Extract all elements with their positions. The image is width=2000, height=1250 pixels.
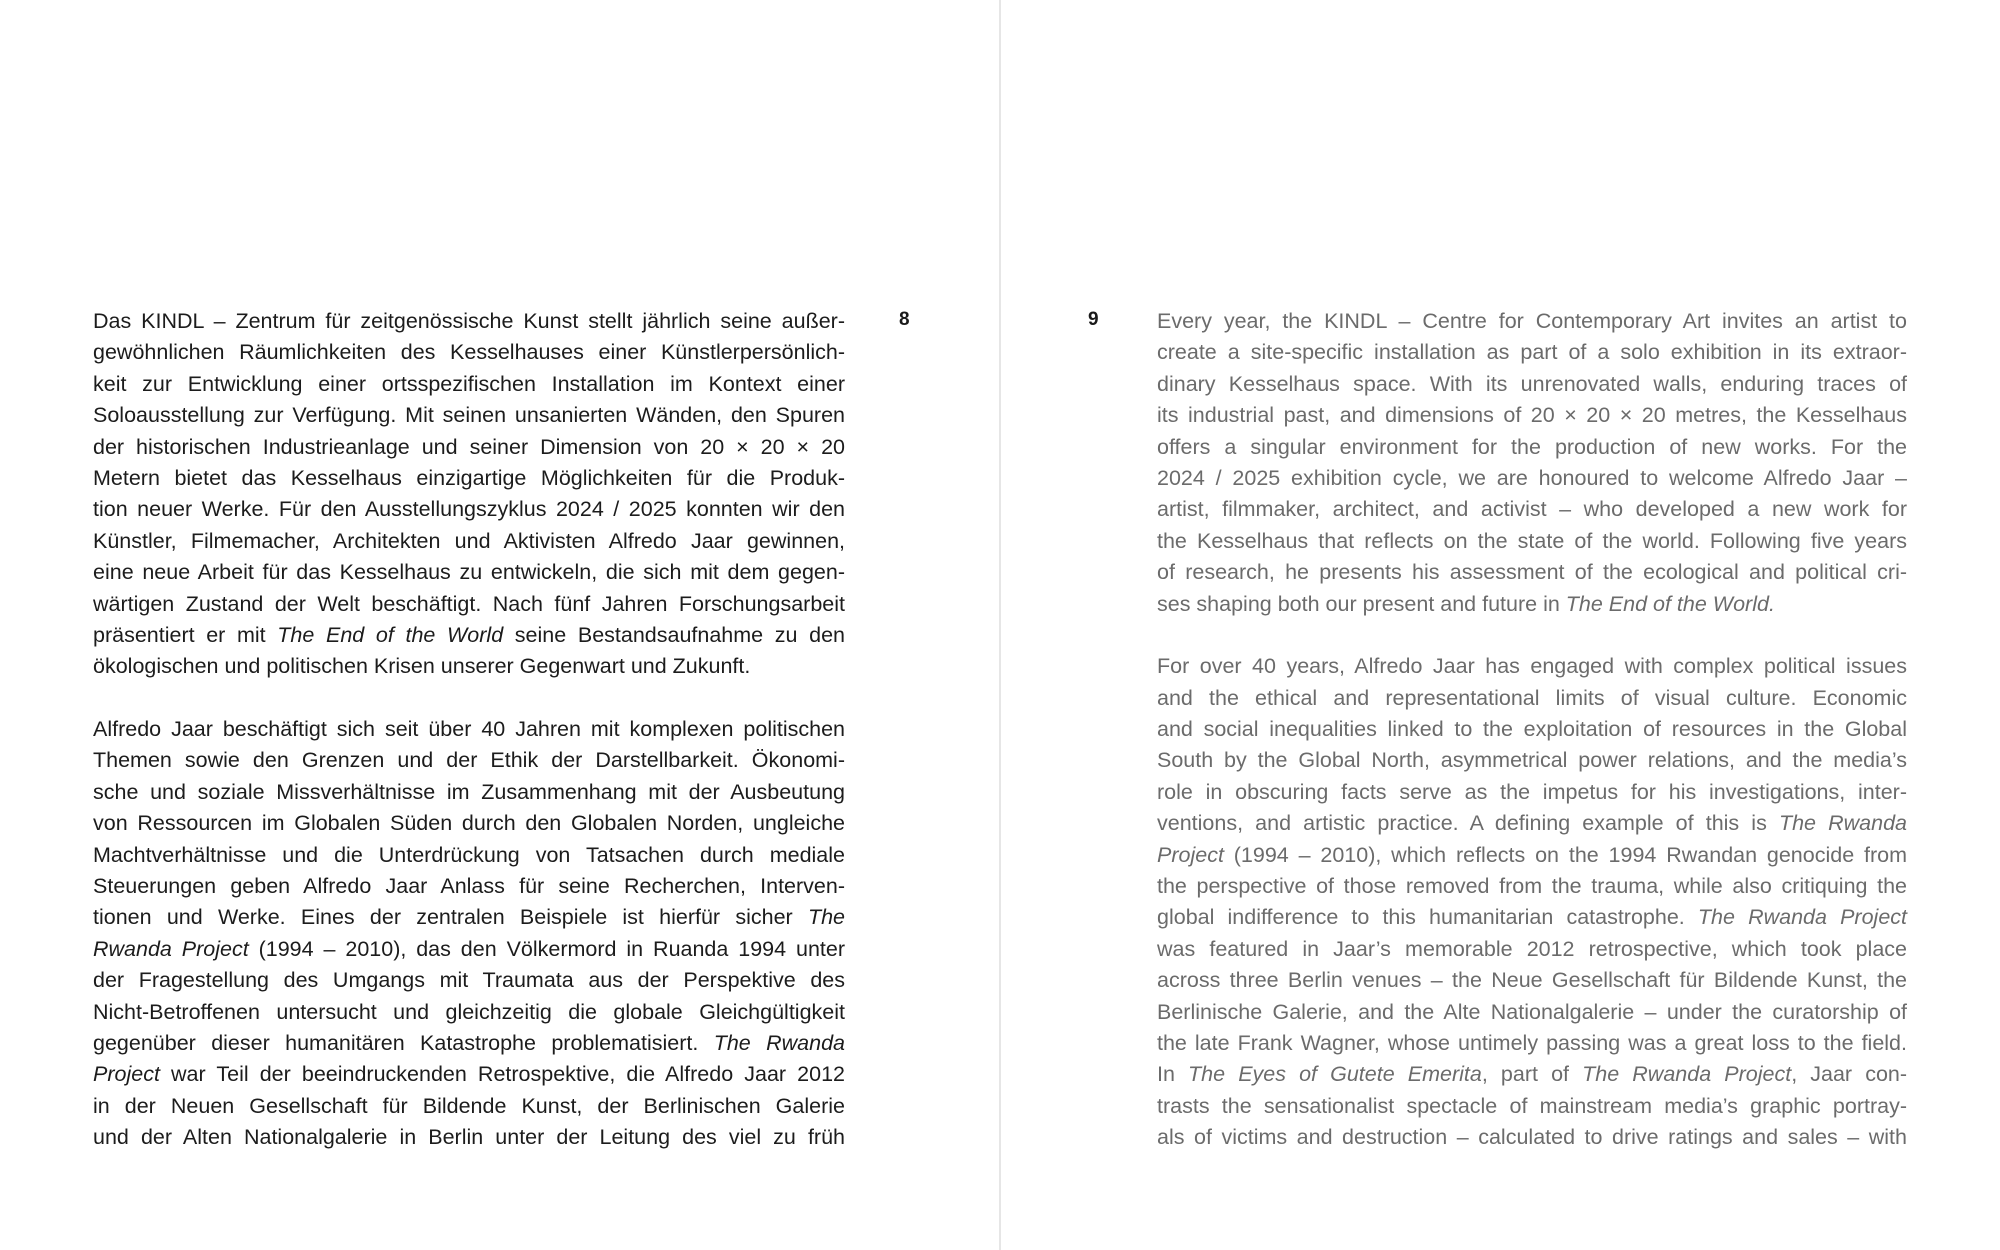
left-page-body xyxy=(93,306,845,1154)
text-segment: artist, filmmaker, architect, and activist – who developed a new work for xyxy=(1157,497,1907,522)
text-line xyxy=(1157,1091,1907,1122)
text-segment: Soloausstellung zur Verfügung. Mit seinen unsanierten Wänden, den Spuren xyxy=(93,403,845,428)
text-line xyxy=(1157,463,1907,494)
text-segment: and social inequalities linked to the exploitation of resources in the Global xyxy=(1157,717,1907,742)
italic-title: Project xyxy=(93,1062,160,1087)
text-line xyxy=(1157,526,1907,557)
text-line xyxy=(1157,557,1907,588)
text-segment: Steuerungen geben Alfredo Jaar Anlass für seine Recherchen, Interven- xyxy=(93,874,845,899)
text-segment: In xyxy=(1157,1062,1189,1087)
text-segment: trasts the sensationalist spectacle of mainstream media’s graphic portray- xyxy=(1157,1093,1907,1118)
text-segment: Berlinische Galerie, and the Alte Nationalgalerie – under the curatorship of xyxy=(1157,999,1907,1024)
text-line xyxy=(93,965,845,996)
text-line xyxy=(93,1059,845,1090)
text-segment: (1994 – 2010), which reflects on the 1994 Rwandan genocide from xyxy=(1223,842,1907,867)
text-line xyxy=(1157,369,1907,400)
italic-title: The Rwanda xyxy=(1778,811,1908,836)
text-line xyxy=(1157,432,1907,463)
text-segment: , part of xyxy=(1481,1062,1583,1087)
text-segment: 2024 / 2025 exhibition cycle, we are honoured to welcome Alfredo Jaar – xyxy=(1157,465,1907,490)
text-segment: keit zur Entwicklung einer ortsspezifischen Installation im Kontext einer xyxy=(93,371,845,396)
text-segment: of research, he presents his assessment of the ecological and political cri- xyxy=(1157,560,1907,585)
text-line xyxy=(1157,777,1907,808)
text-segment: South by the Global North, asymmetrical power relations, and the media’s xyxy=(1157,748,1907,773)
text-segment: präsentiert er mit xyxy=(93,622,278,647)
text-line xyxy=(93,337,845,368)
text-line xyxy=(1157,337,1907,368)
text-segment: create a site-specific installation as part of a solo exhibition in its extraor- xyxy=(1157,340,1907,365)
text-line xyxy=(1157,965,1907,996)
text-segment: dinary Kesselhaus space. With its unrenovated walls, enduring traces of xyxy=(1157,371,1907,396)
text-segment: als of victims and destruction – calculated to drive ratings and sales – with xyxy=(1157,1125,1907,1150)
text-line xyxy=(1157,683,1907,714)
text-line xyxy=(93,745,845,776)
text-segment: Themen sowie den Grenzen und der Ethik der Darstellbarkeit. Ökonomi- xyxy=(93,748,845,773)
text-line xyxy=(93,777,845,808)
text-segment: and the ethical and representational limits of visual culture. Economic xyxy=(1157,685,1907,710)
text-line xyxy=(93,494,845,525)
text-segment: Machtverhältnisse und die Unterdrückung von Tatsachen durch mediale xyxy=(93,842,845,867)
text-line xyxy=(93,934,845,965)
text-segment: Every year, the KINDL – Centre for Contemporary Art invites an artist to xyxy=(1157,309,1907,333)
text-segment: eine neue Arbeit für das Kesselhaus zu entwickeln, die sich mit dem gegen- xyxy=(93,560,845,585)
text-line xyxy=(1157,1028,1907,1059)
text-segment: von Ressourcen im Globalen Süden durch den Globalen Norden, ungleiche xyxy=(93,811,845,836)
italic-title: The Rwanda Project xyxy=(1582,1062,1792,1087)
text-segment: its industrial past, and dimensions of 20 × 20 × 20 metres, the Kesselhaus xyxy=(1157,403,1907,428)
italic-title: The End of the World xyxy=(277,622,504,647)
text-segment: ventions, and artistic practice. A defining example of this is xyxy=(1157,811,1779,836)
text-line xyxy=(1157,714,1907,745)
text-segment: across three Berlin venues – the Neue Gesellschaft für Bildende Kunst, the xyxy=(1157,968,1907,993)
text-segment: ses shaping both our present and future in xyxy=(1157,591,1566,616)
text-segment: was featured in Jaar’s memorable 2012 retrospective, which took place xyxy=(1157,936,1907,961)
text-line xyxy=(1157,400,1907,431)
text-line xyxy=(1157,871,1907,902)
text-line xyxy=(93,432,845,463)
page-gutter xyxy=(999,0,1001,1250)
text-segment: gegenüber dieser humanitären Katastrophe problematisiert. xyxy=(93,1030,714,1055)
text-segment: Das KINDL – Zentrum für zeitgenössische Kunst stellt jährlich seine außer- xyxy=(93,309,845,333)
text-segment: , Jaar con- xyxy=(1791,1062,1908,1087)
text-line xyxy=(93,557,845,588)
text-line xyxy=(1157,840,1907,871)
text-segment: wärtigen Zustand der Welt beschäftigt. Nach fünf Jahren Forschungsarbeit xyxy=(93,591,845,616)
text-line xyxy=(93,1028,845,1059)
text-line xyxy=(93,871,845,902)
text-line xyxy=(93,1091,845,1122)
paragraph-gap xyxy=(93,683,845,714)
italic-title: Rwanda Project xyxy=(93,936,249,961)
italic-title: The Rwanda xyxy=(713,1030,845,1055)
right-page-number: 9 xyxy=(1088,309,1099,330)
text-segment: der Fragestellung des Umgangs mit Traumata aus der Perspektive des xyxy=(93,968,845,993)
text-line xyxy=(1157,1059,1907,1090)
text-segment: der historischen Industrieanlage und seiner Dimension von 20 × 20 × 20 xyxy=(93,434,845,459)
text-line xyxy=(93,840,845,871)
text-line xyxy=(93,1122,845,1153)
text-line xyxy=(1157,1122,1907,1153)
text-line xyxy=(93,620,845,651)
text-line xyxy=(93,714,845,745)
text-segment: und der Alten Nationalgalerie in Berlin unter der Leitung des viel zu früh xyxy=(93,1125,845,1150)
text-line xyxy=(1157,934,1907,965)
text-segment: offers a singular environment for the production of new works. For the xyxy=(1157,434,1907,459)
text-segment: the late Frank Wagner, whose untimely passing was a great loss to the field. xyxy=(1157,1030,1907,1055)
text-segment: tion neuer Werke. Für den Ausstellungszyklus 2024 / 2025 konnten wir den xyxy=(93,497,845,522)
left-page-number: 8 xyxy=(899,309,910,330)
italic-title: The Rwanda Project xyxy=(1697,905,1907,930)
text-segment: Nicht-Betroffenen untersucht und gleichzeitig die globale Gleichgültigkeit xyxy=(93,999,845,1024)
text-segment: war Teil der beeindruckenden Retrospektive, die Alfredo Jaar 2012 xyxy=(159,1062,845,1087)
text-segment: For over 40 years, Alfredo Jaar has engaged with complex political issues xyxy=(1157,654,1907,679)
italic-title: The End of the World. xyxy=(1565,591,1775,616)
text-segment: role in obscuring facts serve as the impetus for his investigations, inter- xyxy=(1157,779,1907,804)
text-line xyxy=(93,306,845,337)
text-line xyxy=(93,808,845,839)
text-line xyxy=(93,997,845,1028)
italic-title: The xyxy=(807,905,845,930)
text-line xyxy=(93,589,845,620)
text-line xyxy=(1157,494,1907,525)
text-segment: seine Bestandsaufnahme zu den xyxy=(503,622,845,647)
text-segment: Metern bietet das Kesselhaus einzigartige Möglichkeiten für die Produk- xyxy=(93,465,845,490)
text-segment: Künstler, Filmemacher, Architekten und Aktivisten Alfredo Jaar gewinnen, xyxy=(93,528,845,553)
text-segment: Alfredo Jaar beschäftigt sich seit über 40 Jahren mit komplexen politischen xyxy=(93,717,845,742)
text-line xyxy=(1157,589,1907,620)
text-line xyxy=(93,400,845,431)
text-segment: the perspective of those removed from the trauma, while also critiquing the xyxy=(1157,874,1907,899)
text-line xyxy=(93,463,845,494)
text-line xyxy=(93,369,845,400)
text-segment: (1994 – 2010), das den Völkermord in Ruanda 1994 unter xyxy=(248,936,845,961)
text-segment: sche und soziale Missverhältnisse im Zusammenhang mit der Ausbeutung xyxy=(93,779,845,804)
text-line xyxy=(1157,651,1907,682)
text-segment: in der Neuen Gesellschaft für Bildende Kunst, der Berlinischen Galerie xyxy=(93,1093,845,1118)
paragraph-gap xyxy=(1157,620,1907,651)
text-line xyxy=(1157,306,1907,337)
text-line xyxy=(1157,997,1907,1028)
text-line xyxy=(93,526,845,557)
italic-title: The Eyes of Gutete Emerita xyxy=(1188,1062,1482,1087)
text-line xyxy=(93,651,845,682)
text-line xyxy=(1157,745,1907,776)
text-segment: ökologischen und politischen Krisen unserer Gegenwart und Zukunft. xyxy=(93,654,751,679)
text-line xyxy=(1157,808,1907,839)
italic-title: Project xyxy=(1157,842,1224,867)
text-segment: global indifference to this humanitarian catastrophe. xyxy=(1157,905,1698,930)
right-page-body xyxy=(1157,306,1907,1154)
text-line xyxy=(1157,902,1907,933)
text-segment: gewöhnlichen Räumlichkeiten des Kesselhauses einer Künstlerpersönlich- xyxy=(93,340,845,365)
text-segment: the Kesselhaus that reflects on the state of the world. Following five years xyxy=(1157,528,1907,553)
text-segment: tionen und Werke. Eines der zentralen Beispiele ist hierfür sicher xyxy=(93,905,808,930)
text-line xyxy=(93,902,845,933)
